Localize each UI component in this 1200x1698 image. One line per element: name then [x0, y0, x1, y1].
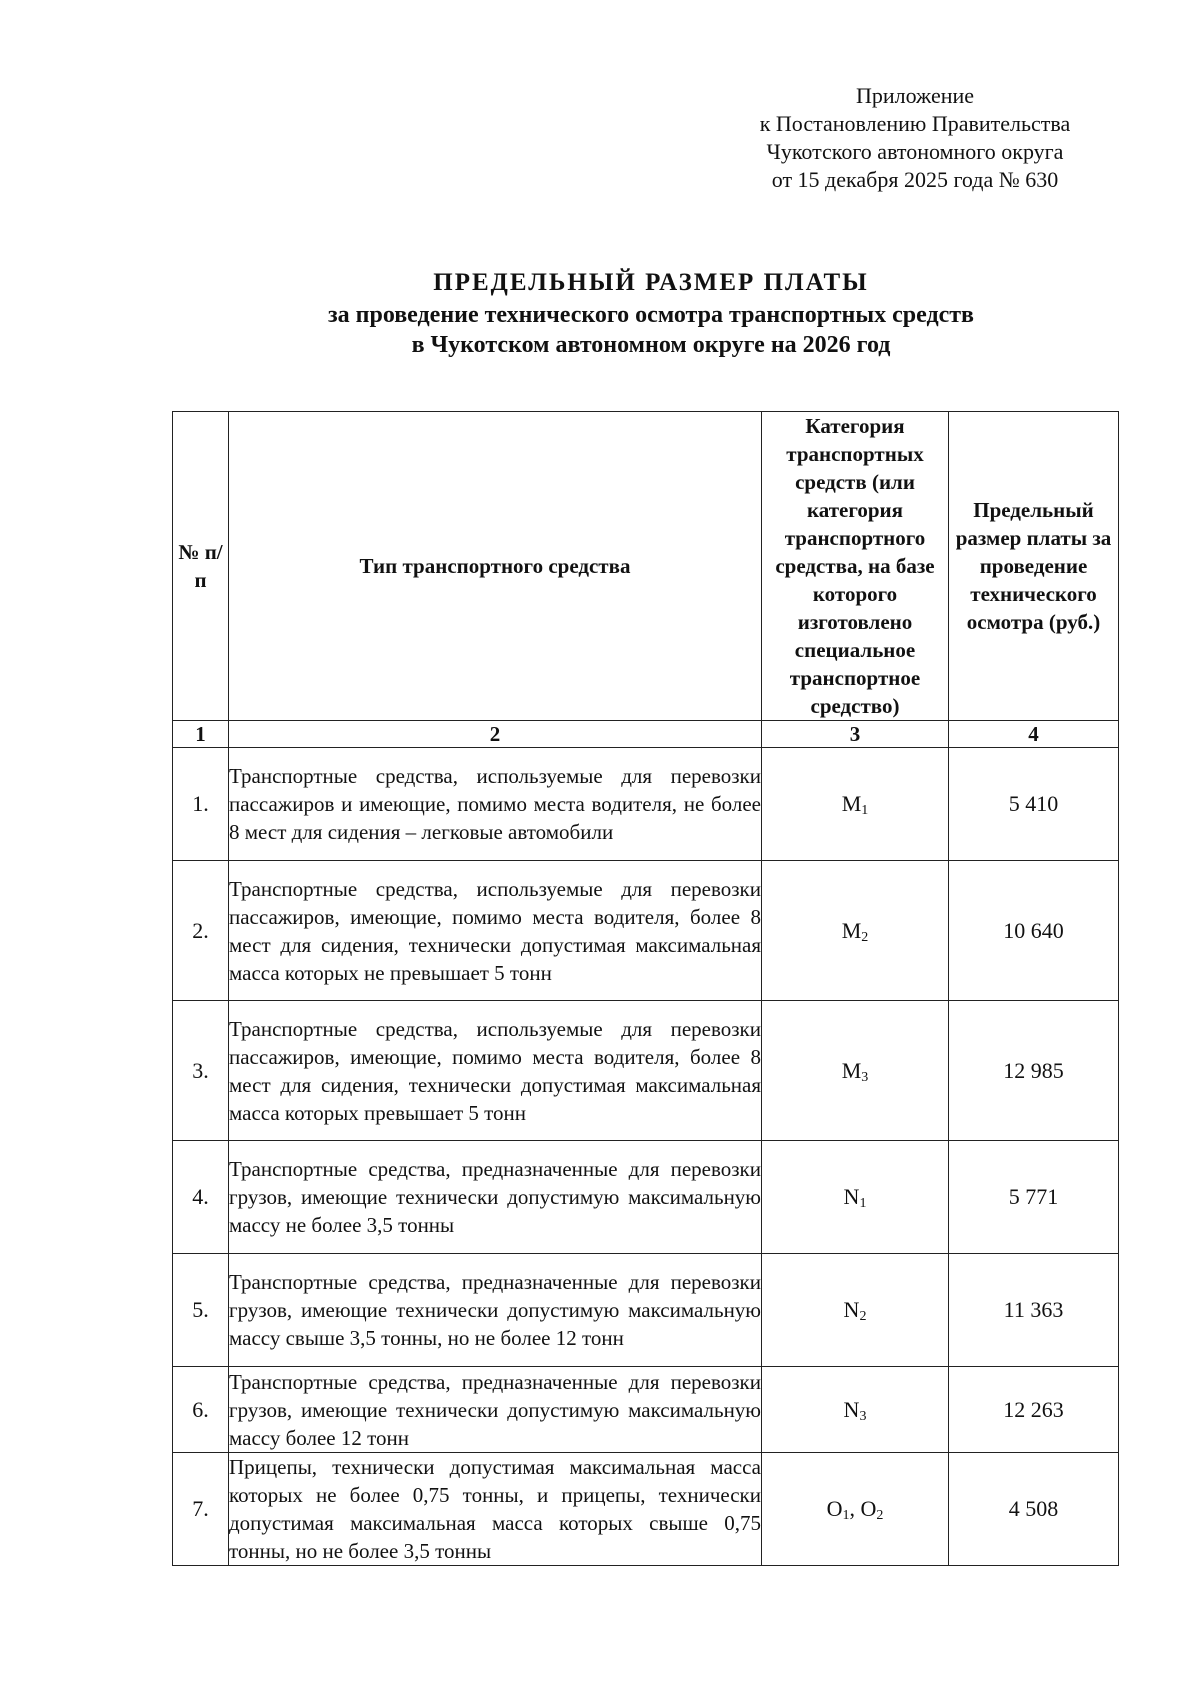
row-vehicle-type: Транспортные средства, предназначенные для перевозки грузов, имеющие технически допустимую максимальную массу свыше 3,5 тонны, но не более 12 тонн [229, 1254, 762, 1367]
appendix-header [700, 82, 1130, 194]
row-category [762, 1367, 949, 1453]
document-title [170, 266, 1132, 360]
category-subscript: 2 [861, 929, 869, 945]
title-main: ПРЕДЕЛЬНЫЙ РАЗМЕР ПЛАТЫ [433, 269, 869, 296]
table-row [173, 861, 1119, 1001]
table-row [173, 1254, 1119, 1367]
category-letter: M [841, 917, 862, 943]
row-category [762, 861, 949, 1001]
category-separator: , [849, 1496, 861, 1521]
header-num: № п/п [173, 412, 229, 721]
category-letter: N [843, 1297, 860, 1322]
column-number: 1 [173, 721, 229, 748]
row-number: 1. [173, 748, 229, 861]
table-row [173, 1141, 1119, 1254]
table-header-row [173, 412, 1119, 721]
table-row [173, 1453, 1119, 1566]
row-number: 2. [173, 861, 229, 1001]
row-category [762, 748, 949, 861]
title-line-3: в Чукотском автономном округе на 2026 год [411, 332, 891, 358]
row-category [762, 1453, 949, 1566]
category-subscript: 1 [842, 1508, 850, 1523]
column-number: 4 [949, 721, 1119, 748]
category-subscript: 1 [859, 1196, 867, 1211]
category-letter: N [843, 1184, 860, 1209]
row-fee: 12 985 [949, 1001, 1119, 1141]
row-number: 3. [173, 1001, 229, 1141]
row-number: 5. [173, 1254, 229, 1367]
column-number: 3 [762, 721, 949, 748]
row-vehicle-type: Транспортные средства, используемые для перевозки пассажиров, имеющие, помимо места водителя, более 8 мест для сидения, технически допустимая максимальная масса которых превышает 5 тонн [229, 1001, 762, 1141]
row-vehicle-type: Прицепы, технически допустимая максимальная масса которых не более 0,75 тонны, и прицепы, технически допустимая максимальная масса которых свыше 0,75 тонны, но не более 3,5 тонны [229, 1453, 762, 1566]
header-category: Категория транспортных средств (или категория транспортного средства, на базе которого изготовлено специальное транспортное средство) [762, 412, 949, 721]
column-number-row [173, 721, 1119, 748]
row-fee: 11 363 [949, 1254, 1119, 1367]
category-letter: O [860, 1496, 877, 1521]
header-fee: Предельный размер платы за проведение технического осмотра (руб.) [949, 412, 1119, 721]
row-fee: 5 771 [949, 1141, 1119, 1254]
row-number: 6. [173, 1367, 229, 1453]
row-number: 4. [173, 1141, 229, 1254]
fee-table [172, 411, 1119, 1566]
row-fee: 5 410 [949, 748, 1119, 861]
category-subscript: 2 [876, 1508, 884, 1523]
row-vehicle-type: Транспортные средства, используемые для перевозки пассажиров, имеющие, помимо места водителя, более 8 мест для сидения, технически допустимая максимальная масса которых не превышает 5 тонн [229, 861, 762, 1001]
row-fee: 12 263 [949, 1367, 1119, 1453]
row-vehicle-type: Транспортные средства, используемые для перевозки пассажиров и имеющие, помимо места водителя, не более 8 мест для сидения – легковые автомобили [229, 748, 762, 861]
row-category [762, 1254, 949, 1367]
table-row [173, 748, 1119, 861]
category-subscript: 1 [861, 803, 869, 818]
row-fee: 4 508 [949, 1453, 1119, 1566]
category-subscript: 3 [861, 1069, 869, 1085]
column-number: 2 [229, 721, 762, 748]
category-letter: N [843, 1396, 860, 1422]
category-subscript: 2 [859, 1309, 867, 1324]
appendix-line: Чукотского автономного округа [766, 139, 1064, 164]
category-letter: O [826, 1496, 843, 1521]
row-category [762, 1141, 949, 1254]
row-vehicle-type: Транспортные средства, предназначенные для перевозки грузов, имеющие технически допустимую максимальную массу не более 3,5 тонны [229, 1141, 762, 1254]
row-vehicle-type: Транспортные средства, предназначенные для перевозки грузов, имеющие технически допустимую максимальную массу более 12 тонн [229, 1367, 762, 1453]
title-line-2: за проведение технического осмотра транспортных средств [328, 302, 974, 328]
category-letter: M [841, 791, 862, 816]
header-type: Тип транспортного средства [229, 412, 762, 721]
row-number: 7. [173, 1453, 229, 1566]
appendix-line: к Постановлению Правительства [759, 111, 1071, 136]
row-category [762, 1001, 949, 1141]
appendix-line: Приложение [855, 83, 975, 108]
category-subscript: 3 [859, 1408, 867, 1424]
row-fee: 10 640 [949, 861, 1119, 1001]
table-row [173, 1367, 1119, 1453]
category-letter: M [841, 1057, 862, 1083]
table-row [173, 1001, 1119, 1141]
appendix-line: от 15 декабря 2025 года № 630 [771, 167, 1059, 192]
